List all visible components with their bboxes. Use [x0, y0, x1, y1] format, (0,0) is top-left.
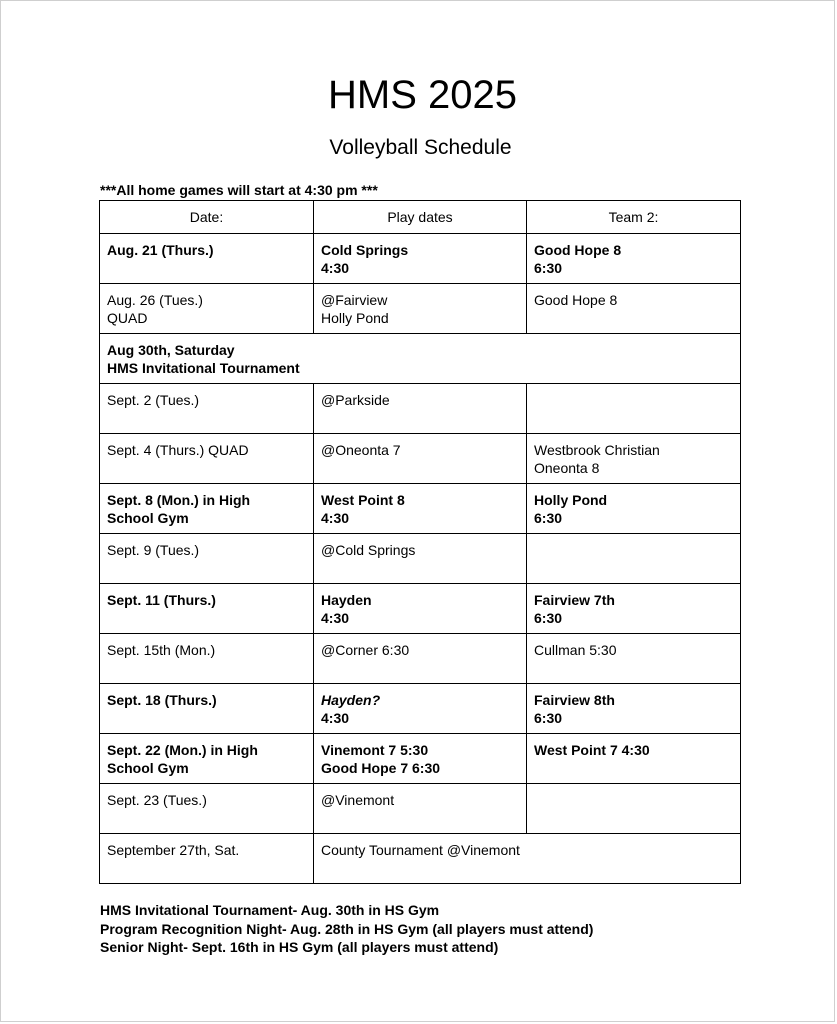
footnote-senior-night: Senior Night- Sept. 16th in HS Gym (all players must attend) — [100, 939, 499, 955]
play-cell: @Parkside — [314, 384, 527, 434]
date-cell: Sept. 23 (Tues.) — [100, 784, 314, 834]
table-row — [100, 634, 741, 684]
play-cell: Hayden? 4:30 — [314, 684, 527, 734]
home-games-note: ***All home games will start at 4:30 pm *** — [100, 182, 378, 198]
table-row — [100, 734, 741, 784]
table-row — [100, 834, 741, 884]
schedule-table — [99, 200, 741, 884]
team2-cell: Good Hope 8 6:30 — [527, 234, 741, 284]
play-cell: Hayden 4:30 — [314, 584, 527, 634]
date-cell: Aug. 26 (Tues.) QUAD — [100, 284, 314, 334]
play-cell: West Point 8 4:30 — [314, 484, 527, 534]
team2-cell: Cullman 5:30 — [527, 634, 741, 684]
team2-cell: Good Hope 8 — [527, 284, 741, 334]
team2-cell — [527, 534, 741, 584]
page-title: HMS 2025 — [328, 73, 517, 117]
table-header-row — [100, 201, 741, 234]
table-row — [100, 384, 741, 434]
date-cell: Aug. 21 (Thurs.) — [100, 234, 314, 284]
date-cell: September 27th, Sat. — [100, 834, 314, 884]
invitational-cell: Aug 30th, Saturday HMS Invitational Tournament — [100, 334, 741, 384]
play-cell: Cold Springs 4:30 — [314, 234, 527, 284]
team2-cell: West Point 7 4:30 — [527, 734, 741, 784]
table-row — [100, 684, 741, 734]
team2-cell: Westbrook Christian Oneonta 8 — [527, 434, 741, 484]
date-cell: Sept. 11 (Thurs.) — [100, 584, 314, 634]
table-row — [100, 334, 741, 384]
table-row — [100, 584, 741, 634]
table-row — [100, 284, 741, 334]
table-row — [100, 484, 741, 534]
play-cell: @Oneonta 7 — [314, 434, 527, 484]
date-cell: Sept. 9 (Tues.) — [100, 534, 314, 584]
play-cell: @Corner 6:30 — [314, 634, 527, 684]
footnote-program-recognition: Program Recognition Night- Aug. 28th in HS Gym (all players must attend) — [100, 920, 594, 937]
header-team-2: Team 2: — [527, 201, 741, 234]
table-row — [100, 434, 741, 484]
page-subtitle: Volleyball Schedule — [329, 136, 512, 159]
team2-cell: Holly Pond 6:30 — [527, 484, 741, 534]
date-cell: Sept. 8 (Mon.) in High School Gym — [100, 484, 314, 534]
play-cell: @Cold Springs — [314, 534, 527, 584]
table-row — [100, 234, 741, 284]
footnotes — [100, 901, 593, 957]
play-cell: @Vinemont — [314, 784, 527, 834]
date-cell: Sept. 22 (Mon.) in High School Gym — [100, 734, 314, 784]
date-cell: Sept. 2 (Tues.) — [100, 384, 314, 434]
date-cell: Sept. 4 (Thurs.) QUAD — [100, 434, 314, 484]
play-cell: @Fairview Holly Pond — [314, 284, 527, 334]
play-cell: Vinemont 7 5:30 Good Hope 7 6:30 — [314, 734, 527, 784]
date-cell: Sept. 15th (Mon.) — [100, 634, 314, 684]
header-date: Date: — [100, 201, 314, 234]
footnote-invitational: HMS Invitational Tournament- Aug. 30th in HS Gym — [100, 902, 440, 918]
team2-cell — [527, 784, 741, 834]
team2-cell: Fairview 7th 6:30 — [527, 584, 741, 634]
table-row — [100, 534, 741, 584]
date-cell: Sept. 18 (Thurs.) — [100, 684, 314, 734]
table-row — [100, 784, 741, 834]
team2-cell — [527, 384, 741, 434]
team2-cell: Fairview 8th 6:30 — [527, 684, 741, 734]
header-play-dates: Play dates — [314, 201, 527, 234]
county-tournament-cell: County Tournament @Vinemont — [314, 834, 741, 884]
